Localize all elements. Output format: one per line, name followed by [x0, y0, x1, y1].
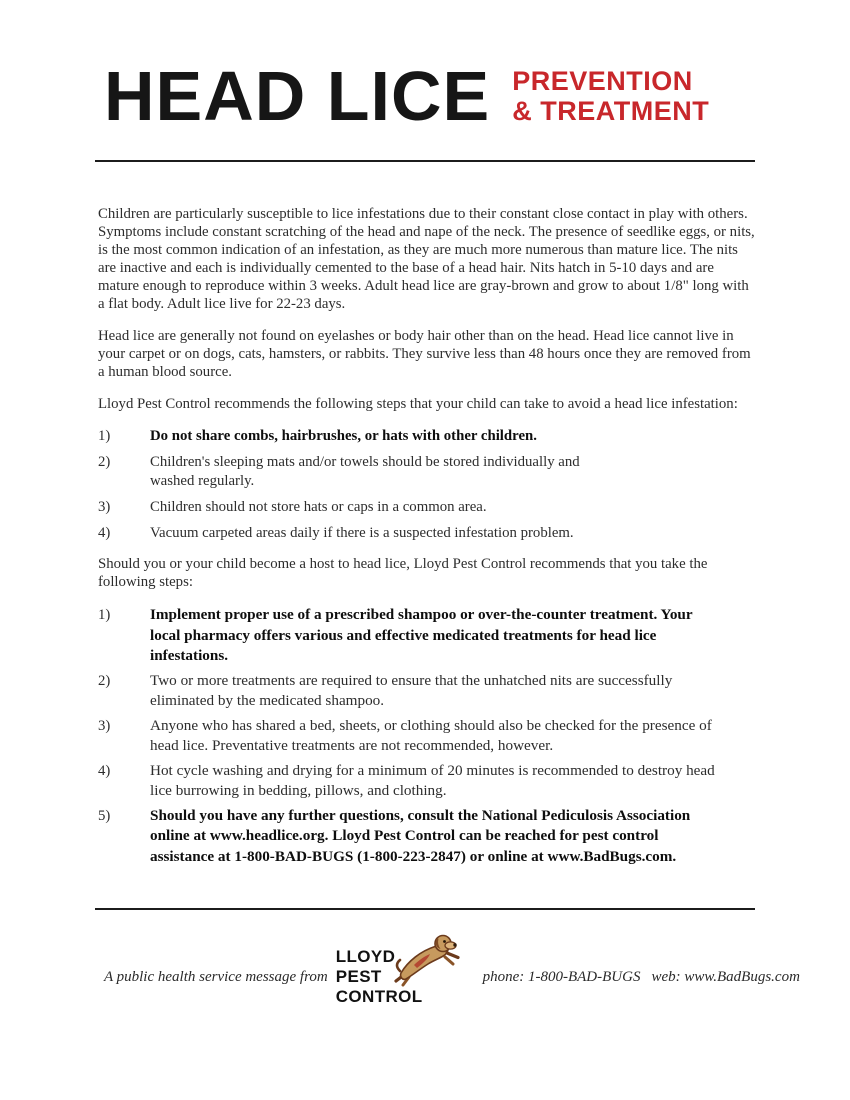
list-text: Children should not store hats or caps in a common area. — [150, 498, 487, 515]
logo-line-1: LLOYD — [335, 947, 396, 966]
list-number: 2) — [98, 672, 111, 689]
subtitle-line-1: PREVENTION — [512, 66, 693, 96]
list-text: Should you have any further questions, consult the National Pediculosis Association online at www.headlice.org. Lloyd Pest Control can be reached for pest control assistance at 1-800-BAD-BUGS (1-800-223-2847) or online at www.BadBugs.com. — [150, 806, 691, 865]
intro-paragraph-1: Children are particularly susceptible to lice infestations due to their constant close contact in play with others. Symptoms include constant scratching of the head and nape of the neck. The presence of seedlike eggs, or nits, is the most common indication of an infestation, as they are much more numerous than mature lice. The nits are inactive and each is individually cemented to the base of a head hair. Nits hatch in 5-10 days and are mature enough to reproduce within 3 weeks. Adult head lice are gray-brown and grow to about 1/8" long with a flat body. Adult lice live for 22-23 days. — [98, 206, 755, 312]
treatment-lead-paragraph: Should you or your child become a host to head lice, Lloyd Pest Control recommends that you take the following steps: — [98, 556, 708, 590]
prevention-steps-list — [98, 427, 754, 542]
list-number: 3) — [98, 498, 111, 515]
list-number: 1) — [98, 607, 111, 623]
logo-line-2: PEST — [335, 967, 382, 986]
list-text: Implement proper use of a prescribed shampoo or over-the-counter treatment. Your local pharmacy offers various and effective medicated treatments for head lice infestations. — [150, 606, 693, 664]
flyer-body — [98, 205, 754, 867]
list-text: Vacuum carpeted areas daily if there is a suspected infestation problem. — [150, 524, 574, 541]
page-title: HEAD LICE — [104, 57, 491, 135]
list-item — [98, 716, 754, 757]
footer-phone: phone: 1-800-BAD-BUGS — [482, 968, 641, 985]
list-number: 3) — [98, 717, 111, 734]
intro-paragraph-2: Head lice are generally not found on eyelashes or body hair other than on the head. Head lice cannot live in your carpet or on dogs, cats, hamsters, or rabbits. They survive less than 48 hours once they are removed from a human blood source. — [98, 328, 751, 380]
treatment-steps-list — [98, 605, 754, 867]
list-item — [98, 453, 754, 490]
list-item — [98, 524, 754, 543]
list-item — [98, 761, 754, 802]
list-text: Anyone who has shared a bed, sheets, or clothing should also be checked for the presence of head lice. Preventative treatments are not recommended, however. — [150, 716, 712, 754]
list-text: Children's sleeping mats and/or towels should be stored individually and washed regularly. — [150, 454, 580, 489]
leaping-dog-icon — [392, 931, 464, 989]
subtitle-line-2: & TREATMENT — [512, 96, 710, 126]
list-number: 1) — [98, 428, 111, 444]
list-item — [98, 806, 754, 868]
page-subtitle — [512, 66, 709, 126]
list-number: 5) — [98, 807, 111, 824]
flyer-header — [0, 0, 850, 134]
list-item — [98, 498, 754, 517]
flyer-footer — [104, 942, 800, 1012]
list-text: Hot cycle washing and drying for a minimum of 20 minutes is recommended to destroy head lice burrowing in bedding, pillows, and clothing. — [150, 761, 715, 799]
footer-divider — [95, 908, 755, 910]
header-divider — [95, 160, 755, 162]
list-item — [98, 605, 754, 667]
list-text: Two or more treatments are required to ensure that the unhatched nits are successfully eliminated by the medicated shampoo. — [150, 671, 673, 709]
list-number: 4) — [98, 524, 111, 541]
logo-line-3: CONTROL — [335, 987, 423, 1006]
list-item — [98, 671, 754, 712]
footer-message: A public health service message from — [104, 968, 328, 985]
footer-web: web: www.BadBugs.com — [651, 968, 800, 985]
list-number: 2) — [98, 454, 111, 470]
lloyd-pest-control-logo — [336, 947, 423, 1007]
list-text: Do not share combs, hairbrushes, or hats with other children. — [150, 428, 537, 444]
list-number: 4) — [98, 762, 111, 779]
footer-contact — [483, 969, 800, 986]
prevention-lead-paragraph: Lloyd Pest Control recommends the following steps that your child can take to avoid a head lice infestation: — [98, 396, 738, 412]
list-item — [98, 427, 754, 446]
